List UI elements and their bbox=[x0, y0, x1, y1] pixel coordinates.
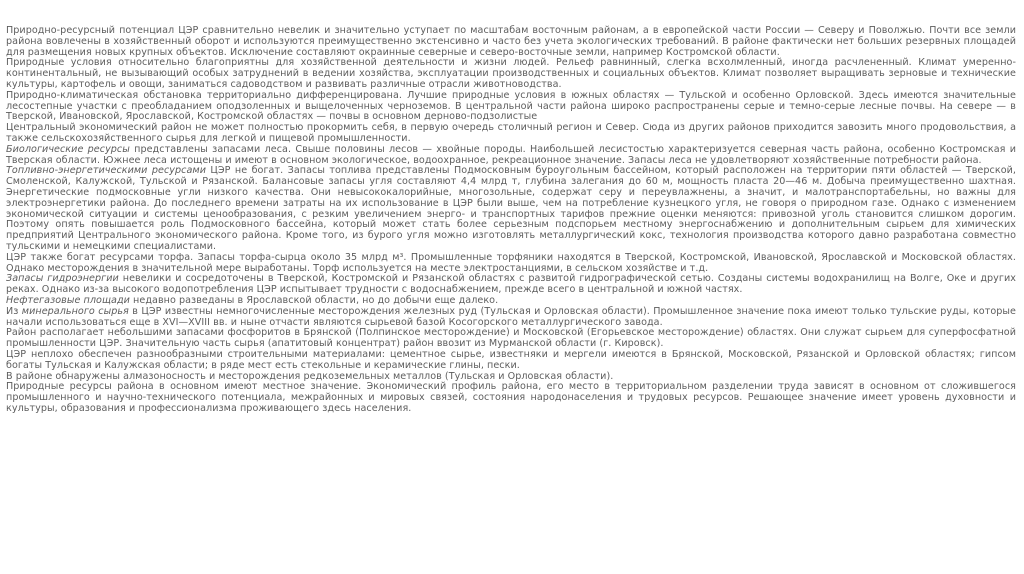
paragraph-lead: Запасы гидроэнергии bbox=[6, 273, 119, 285]
paragraph-text: недавно разведаны в Ярославской области, но до добычи еще далеко. bbox=[129, 294, 499, 306]
paragraph-peat bbox=[6, 253, 1016, 275]
paragraph-text: Природные условия относительно благоприятны для хозяйственной деятельности и жизни людей. Рельеф равнинный, слегка всхолмленный, иногда расчлененный. Климат умеренно-континентальный, не вызывающий особых затруднений в ведении хозяйства, эксплуатации производственных и социальных объектов. Климат позволяет выращивать зерновые и технические культуры, картофель и овощи, заниматься садоводством и развивать различные отрасли животноводства. bbox=[6, 57, 1016, 90]
paragraph-biological-resources bbox=[6, 145, 1016, 167]
paragraph-conclusion bbox=[6, 382, 1016, 414]
paragraph-text: Природные ресурсы района в основном имеют местное значение. Экономический профиль района, его место в территориальном разделении труда зависят в основном от сложившегося промышленного и научно-технического потенциала, межрайонных и мировых связей, состояния народонаселения и трудовых ресурсов. Решающее значение имеет уровень духовности и культуры, образования и профессионализма проживающего здесь населения. bbox=[6, 381, 1016, 414]
paragraph-text: невелики и сосредоточены в Тверской, Костромской и Рязанской областях с развитой гидрографической сетью. Созданы системы водохранилищ на Волге, Оке и других реках. Однако из-за высокого водопотребления ЦЭР испытывает трудности с водоснабжением, прежде всего в центральной и южной частях. bbox=[6, 273, 1016, 296]
paragraph-fuel-energy bbox=[6, 166, 1016, 252]
paragraph-lead: Нефтегазовые площади bbox=[6, 294, 130, 306]
paragraph-text: ЦЭР также богат ресурсами торфа. Запасы торфа-сырца около 35 млрд м³. Промышленные торфяники находятся в Тверской, Костромской, Ивановской, Ярославской и Московской областях. Однако месторождения в значительной мере выработаны. Торф используется на месте электростанциями, в сельском хозяйстве и т.д. bbox=[6, 251, 1016, 274]
paragraph-text: Район располагает небольшими запасами фосфоритов в Брянской (Полпинское месторождение) и Московской (Егорьевское месторождение) областях. Они служат сырьем для суперфосфатной промышленности ЦЭР. Значительную часть сырья (апатитовый концентрат) район ввозит из Мурманской области (г. Кировск). bbox=[6, 327, 1016, 350]
paragraph-hydro bbox=[6, 274, 1016, 296]
document-body bbox=[6, 26, 1016, 415]
paragraph-building-materials bbox=[6, 350, 1016, 372]
paragraph-text: Центральный экономический район не может полностью прокормить себя, в первую очередь столичный регион и Север. Сюда из других районов приходится завозить много продовольствия, а также сельскохозяйственного сырья для легкой и пищевой промышленности. bbox=[6, 122, 1016, 144]
paragraph-phosphorites bbox=[6, 328, 1016, 350]
paragraph-lead: Топливно-энергетическими ресурсами bbox=[6, 165, 206, 177]
paragraph-potential bbox=[6, 26, 1016, 58]
paragraph-text: Природно-ресурсный потенциал ЦЭР сравнительно невелик и значительно уступает по масштабам восточным районам, а в европейской части России — Северу и Поволжью. Почти все земли района вовлечены в хозяйственный оборот и используются преимущественно экстенсивно и часто без учета экологических требований. В районе фактически нет больших резервных площадей для размещения новых крупных объектов. Исключение составляют окраинные северные и северо-восточные земли, например Костромской области. bbox=[6, 25, 1016, 58]
paragraph-text: В районе обнаружены алмазоносность и месторождения редкоземельных металлов (Тульская и Орловская области). bbox=[6, 370, 614, 382]
paragraph-text: в ЦЭР известны немногочисленные месторождения железных руд (Тульская и Орловская области). Промышленное значение пока имеют только тульские руды, которые начали использоваться еще в XVI—XVIII вв. и ныне отчасти являются сырьевой базой Косогорского металлургического завода. bbox=[6, 305, 1016, 328]
paragraph-lead-italic: минерального сырья bbox=[21, 305, 129, 317]
paragraph-lead: Биологические ресурсы bbox=[6, 143, 130, 155]
paragraph-text: ЦЭР не богат. Запасы топлива представлены Подмосковным буроугольным бассейном, который расположен на территории пяти областей — Тверской, Смоленской, Калужской, Тульской и Рязанской. Балансовые запасы угля составляют 4,4 млрд т, глубина залегания до 60 м, мощность пласта 20—46 м. Добыча преимущественно шахтная. Энергетические подмосковные угли низкого качества. Они невысококалорийные, многозольные, содержат серу и переувлажнены, а значит, и малотранспортабельны, но важны для электроэнергетики района. До последнего времени затраты на их использование в ЦЭР были выше, чем на потребление кузнецкого угля, не говоря о природном газе. Однако с изменением экономической ситуации и системы ценообразования, с резким увеличением энерго- и транспортных тарифов прежние оценки меняются: привозной уголь становится слишком дорогим. Поэтому опять повышается роль Подмосковного бассейна, который может стать более серьезным подспорьем местному энергоснабжению и дополнительным сырьем для химических предприятий Центрального экономического района. Кроме того, из бурого угля можно изготовлять металлургический кокс, технология производства которого давно разработана совместно тульскими и немецкими специалистами. bbox=[6, 165, 1016, 252]
paragraph-natural-conditions bbox=[6, 58, 1016, 90]
paragraph-lead: Из bbox=[6, 305, 22, 317]
paragraph-text: Природно-климатическая обстановка территориально дифференцирована. Лучшие природные условия в южных областях — Тульской и особенно Орловской. Здесь имеются значительные лесостепные участки с преобладанием оподзоленных и выщелоченных черноземов. В центральной части района широко распространены серые и темно-серые лесные почвы. На севере — в Тверской, Ивановской, Ярославской, Костромской областях — почвы в основном дерново-подзолистые bbox=[6, 89, 1016, 123]
paragraph-text: ЦЭР неплохо обеспечен разнообразными строительными материалами: цементное сырье, известняки и мергели имеются в Брянской, Московской, Рязанской и Орловской областях; гипсом богаты Тульская и Калужская области; в ряде мест есть стекольные и керамические глины, пески. bbox=[6, 348, 1016, 371]
paragraph-food-supply bbox=[6, 123, 1016, 145]
paragraph-minerals bbox=[6, 307, 1016, 329]
paragraph-climate-zones bbox=[6, 91, 1016, 123]
paragraph-text: представлены запасами леса. Свыше половины лесов — хвойные породы. Наибольшей лесистостью характеризуется северная часть района, особенно Костромская и Тверская области. Южнее леса истощены и имеют в основном экологическое, водоохранное, рекреационное значение. Запасы леса не удовлетворяют хозяйственные потребности района. bbox=[6, 143, 1016, 166]
